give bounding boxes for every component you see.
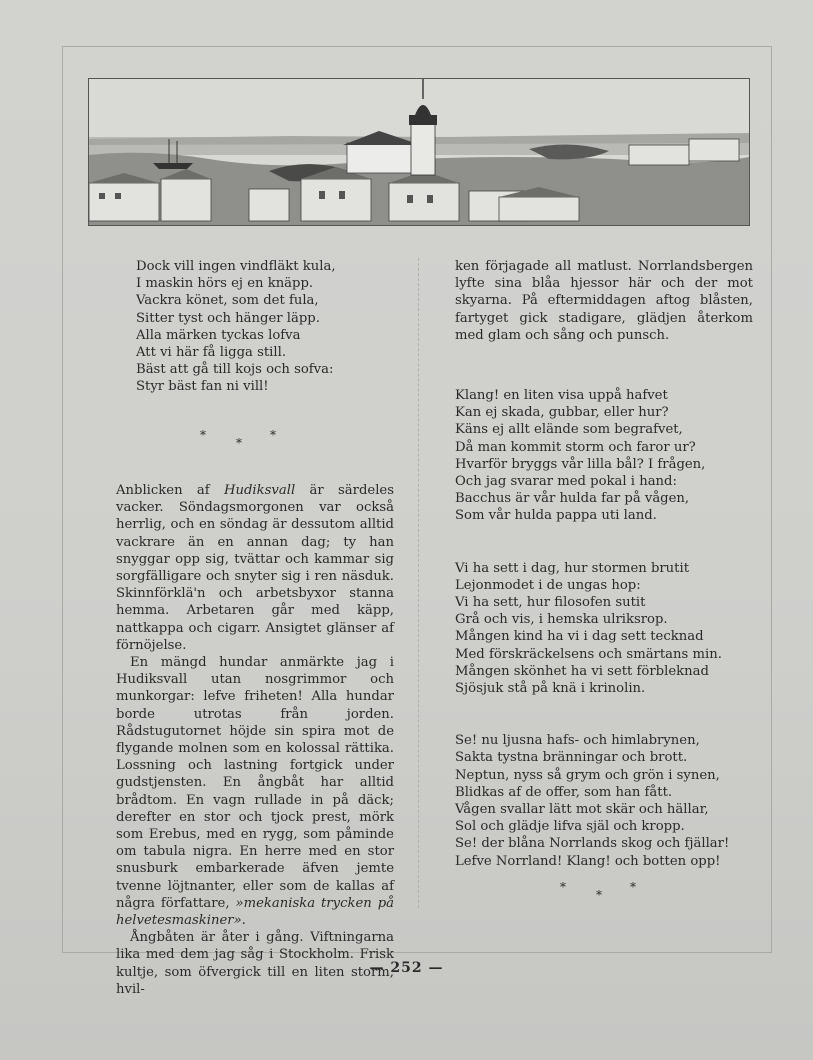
poem-line: I maskin hörs ej en knäpp. xyxy=(136,276,314,292)
left-prose xyxy=(116,482,394,998)
song-line: Blidkas af de offer, som han fått. xyxy=(455,784,673,800)
poem-line: Vackra könet, som det fula, xyxy=(136,293,319,309)
right-prose: ken förjagade all matlust. Norrlandsbergen lyfte sina blåa hjessor här och der mot skyarna. På eftermiddagen aftog blåsten, fartyget gick stadigare, glädjen återkom med glam och sång och punsch. xyxy=(455,259,753,343)
song-stanza-1 xyxy=(455,387,753,525)
spacer xyxy=(455,361,753,387)
song-line: Vi ha sett, hur filosofen sutit xyxy=(455,595,646,611)
song-line: Sakta tystna bränningar och brott. xyxy=(455,750,688,766)
song-line: Och jag svarar med pokal i hand: xyxy=(455,474,677,490)
star: * xyxy=(596,888,602,902)
poem-line: Bäst att gå till kojs och sofva: xyxy=(136,362,334,378)
song-line: Vågen svallar lätt mot skär och hällar, xyxy=(455,802,709,818)
paragraph-text: En mängd hundar anmärkte jag i Hudiksvall utan nosgrimmor och munkorgar: lefve friheten! Alla hundar borde utrotas från jorden. Rådstugutornet höjde sin spira mot de flygande molnen som en kolossal rättika. Lossning och lastning fortgick under gudstjensten. En ångbåt har alltid brådtom. En vagn rullade in på däck; derefter en stor och tjock prest, mörk som Erebus, med en rygg, som påminde om tabula nigra. En herre med en stor snusburk embarkerade äfven jemte tvenne löjtnanter, eller som de kallas af några författare, xyxy=(116,655,394,911)
star: * xyxy=(236,436,242,450)
song-line: Mången kind ha vi i dag sett tecknad xyxy=(455,629,704,645)
song-line: Se! nu ljusna hafs- och himlabrynen, xyxy=(455,733,700,749)
column-divider xyxy=(418,258,419,908)
song-line: Lejonmodet i de ungas hop: xyxy=(455,577,641,593)
song-stanza-3 xyxy=(455,732,753,870)
song-line: Vi ha sett i dag, hur stormen brutit xyxy=(455,560,689,576)
poem-line: Att vi här få ligga still. xyxy=(136,345,287,361)
section-separator-stars xyxy=(200,428,290,450)
song-line: Käns ej allt elände som begrafvet, xyxy=(455,422,683,438)
song-line: Sol och glädje lifva själ och kropp. xyxy=(455,819,685,835)
emphasized-quote: »mekaniska trycken på helvetesmaskiner». xyxy=(116,895,394,929)
song-stanza-2 xyxy=(455,560,753,698)
song-line: Som vår hulda pappa uti land. xyxy=(455,508,657,524)
paragraph xyxy=(116,482,394,654)
star: * xyxy=(270,428,276,442)
song-line: Se! der blåna Norrlands skog och fjällar! xyxy=(455,836,730,852)
star: * xyxy=(630,880,636,894)
song-line: Kan ej skada, gubbar, eller hur? xyxy=(455,405,669,421)
paragraph xyxy=(116,654,394,929)
poem-line: Styr bäst fan ni vill! xyxy=(136,379,269,395)
page-number: — 252 — xyxy=(369,960,444,976)
song-line: Då man kommit storm och faror ur? xyxy=(455,439,696,455)
song-line: Med förskräckelsens och smärtans min. xyxy=(455,646,722,662)
paragraph: Ångbåten är åter i gång. Viftningarna lika med dem jag såg i Stockholm. Frisk kultje, som öfvergick till en liten storm, hvil- xyxy=(116,930,394,997)
paragraph-text: är särdeles vacker. Söndagsmorgonen var också herrlig, och en söndag är dessutom alltid vackrare än en annan dag; ty han snyggar opp sig, tvättar och kammar sig sorgfälligare och snyter sig i ren näsduk. Skinnförklä'n och arbetsbyxor stanna hemma. Arbetaren går med käpp, nattkappa och cigarr. Ansigtet glänser af förnöjelse. xyxy=(116,483,394,653)
paragraph-text: Anblicken af xyxy=(116,483,224,498)
spacer xyxy=(455,542,753,560)
song-line: Hvarför bryggs vår lilla bål? I frågen, xyxy=(455,456,706,472)
poem-line: Sitter tyst och hänger läpp. xyxy=(136,310,320,326)
song-line: Grå och vis, i hemska ulriksrop. xyxy=(455,612,668,628)
town-illustration xyxy=(88,78,750,226)
place-name: Hudiksvall xyxy=(224,483,296,498)
song-line: Mången skönhet ha vi sett förbleknad xyxy=(455,663,709,679)
spacer xyxy=(455,714,753,732)
song-line: Lefve Norrland! Klang! och botten opp! xyxy=(455,853,721,869)
poem-line: Dock vill ingen vindfläkt kula, xyxy=(136,259,336,274)
left-poem xyxy=(118,258,398,396)
star: * xyxy=(200,428,206,442)
song-line: Bacchus är vår hulda far på vågen, xyxy=(455,491,690,507)
star: * xyxy=(560,880,566,894)
song-line: Sjösjuk stå på knä i krinolin. xyxy=(455,681,646,697)
poem-line: Alla märken tyckas lofva xyxy=(136,327,301,343)
section-separator-stars xyxy=(560,880,650,902)
song-line: Klang! en liten visa uppå hafvet xyxy=(455,388,668,404)
right-column xyxy=(455,258,753,887)
song-line: Neptun, nyss så grym och grön i synen, xyxy=(455,767,720,783)
left-column xyxy=(118,258,398,396)
